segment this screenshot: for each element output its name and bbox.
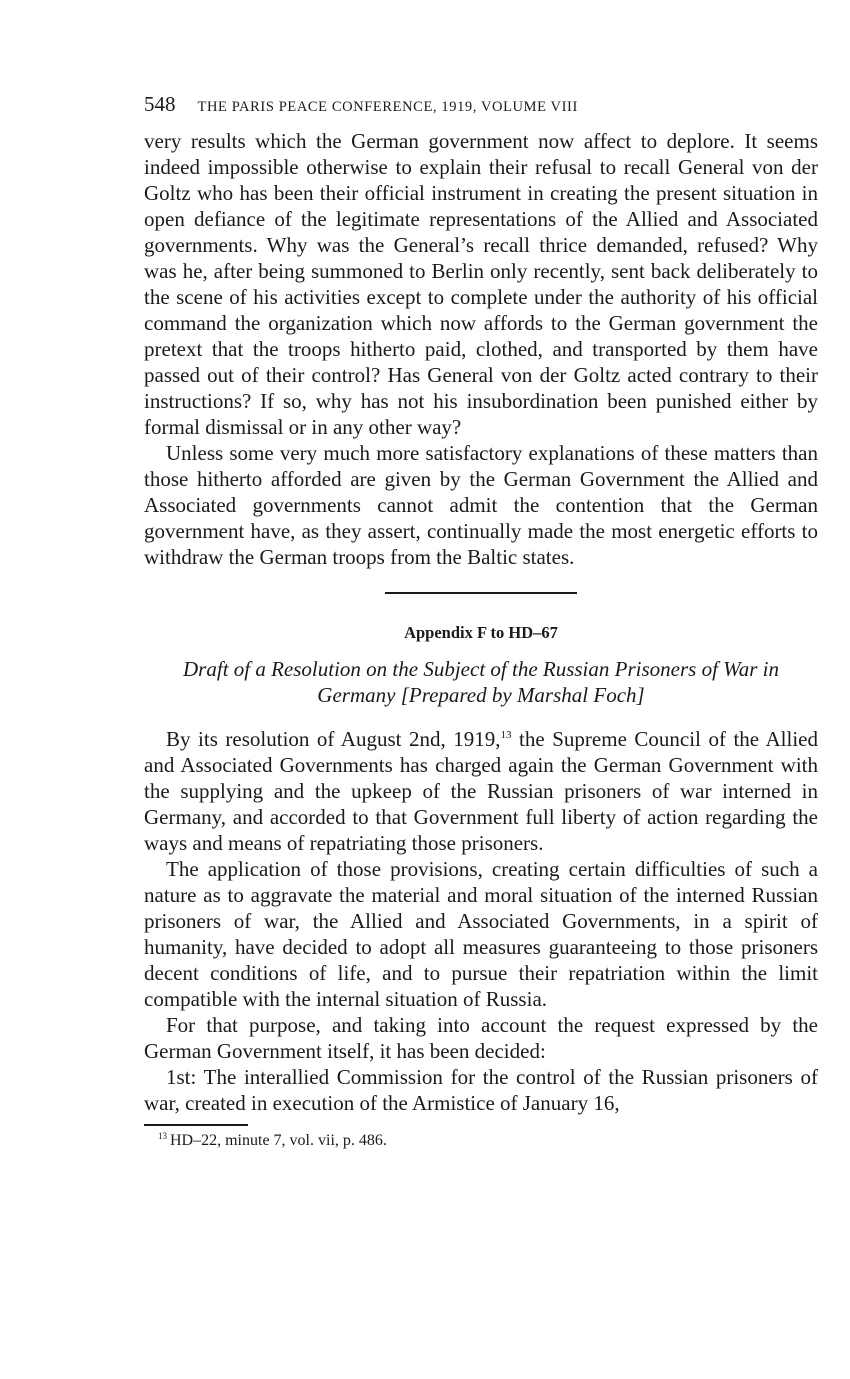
appendix-paragraph-text: By its resolution of August 2nd, 1919, <box>166 727 501 751</box>
appendix-heading: Appendix F to HD–67 <box>404 623 558 642</box>
page-number: 548 <box>144 92 176 116</box>
footnote <box>144 1130 818 1152</box>
footnote-mark: 13 <box>158 1130 167 1141</box>
running-header <box>144 92 818 122</box>
running-title: THE PARIS PEACE CONFERENCE, 1919, VOLUME VIII <box>197 99 578 115</box>
footnote-divider <box>144 1124 248 1126</box>
body-paragraph: Unless some very much more satisfactory explanations of these matters than those hitherto afforded are given by the German Government the Allied and Associated governments cannot admit the contention that the German government have, as they assert, continually made the most energetic efforts to withdraw the German troops from the Baltic states. <box>144 441 818 569</box>
appendix-paragraph: 1st: The interallied Commission for the control of the Russian prisoners of war, created in execution of the Armistice of January 16, <box>144 1065 818 1115</box>
appendix-paragraph <box>144 726 818 856</box>
body-paragraph-continued: very results which the German government now affect to deplore. It seems indeed impossible otherwise to explain their refusal to recall General von der Goltz who has been their official instrument in creating the present situation in open defiance of the legitimate representations of the Allied and Associated governments. Why was the General’s recall thrice demanded, refused? Why was he, after being summoned to Berlin only recently, sent back deliberately to the scene of his activities except to complete under the authority of his official command the organization which now affords to the German government the pretext that the troops hitherto paid, clothed, and transported by them have passed out of their control? Has General von der Goltz acted contrary to their instructions? If so, why has not his insubordination been punished either by formal dismissal or in any other way? <box>144 129 818 439</box>
footnote-text: HD–22, minute 7, vol. vii, p. 486. <box>170 1132 387 1149</box>
document-page <box>144 92 818 1152</box>
appendix-paragraph: The application of those provisions, creating certain difficulties of such a nature as to aggravate the material and moral situation of the interned Russian prisoners of war, the Allied and Associated Governments, in a spirit of humanity, have decided to adopt all measures guaranteeing to those prisoners decent conditions of life, and to pursue their repatriation within the limit compatible with the internal situation of Russia. <box>144 857 818 1011</box>
draft-title: Draft of a Resolution on the Subject of the Russian Prisoners of War in Germany [Prepared by Marshal Foch] <box>183 657 779 707</box>
appendix-paragraph-text: the Supreme Council of the Allied and Associated Governments has charged again the German Government with the supplying and the upkeep of the Russian prisoners of war interned in Germany, and accorded to that Government full liberty of action regarding the ways and means of repatriating those prisoners. <box>144 727 818 855</box>
section-divider <box>385 592 577 594</box>
footnote-reference[interactable]: 13 <box>500 729 512 741</box>
appendix-paragraph: For that purpose, and taking into account the request expressed by the German Government itself, it has been decided: <box>144 1013 818 1063</box>
